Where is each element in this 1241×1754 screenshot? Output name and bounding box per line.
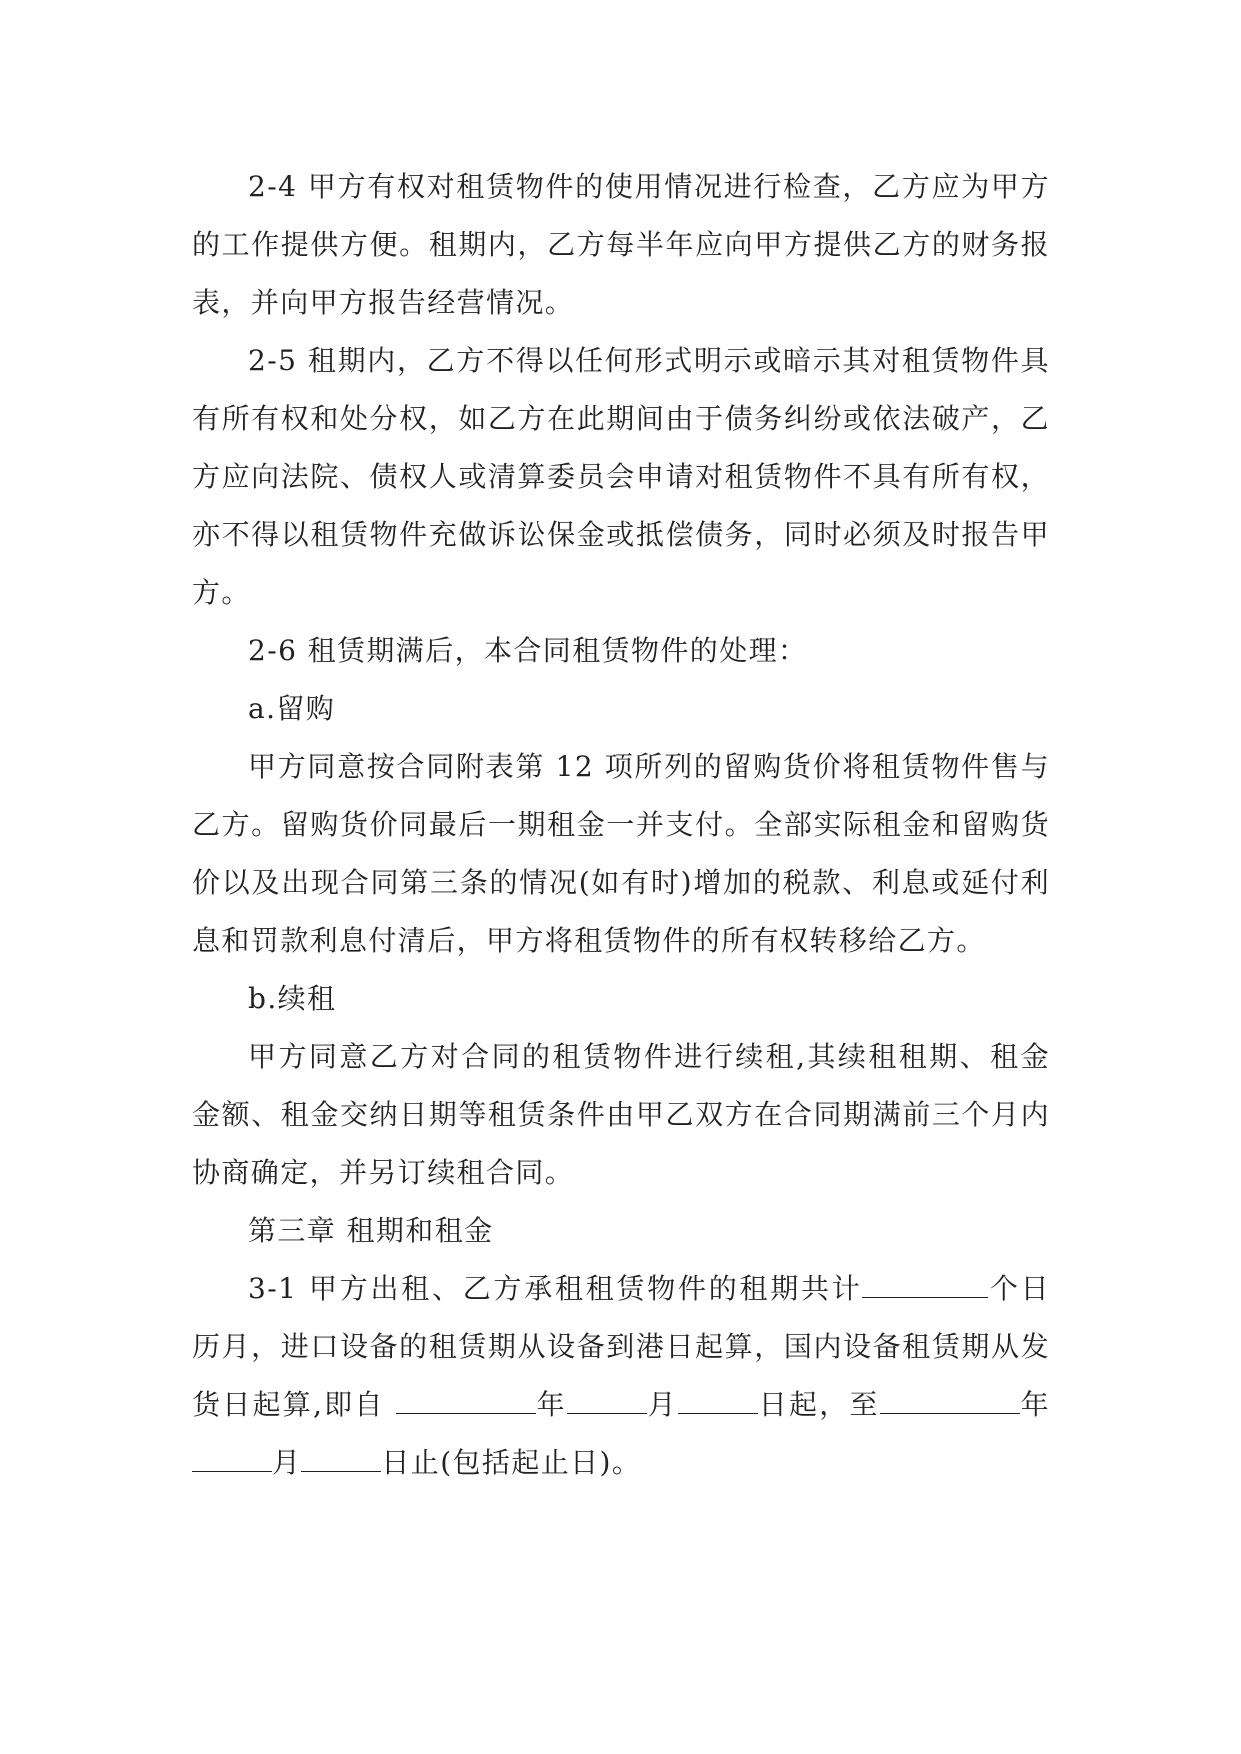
end-day-label: 日止(包括起止日)。 xyxy=(381,1446,642,1479)
start-year-label: 年 xyxy=(535,1388,567,1421)
clause-3-1-part2: 个日历月，进口设备的租赁期从设备到港日起算，国内设备租赁期从发货日起算,即自 xyxy=(192,1272,1050,1421)
end-year-label: 年 xyxy=(1019,1388,1050,1421)
start-month-label: 月 xyxy=(646,1388,678,1421)
start-day-blank[interactable] xyxy=(678,1383,758,1414)
clause-3-1-part1: 3-1 甲方出租、乙方承租租赁物件的租期共计 xyxy=(248,1272,863,1305)
lease-months-blank[interactable] xyxy=(862,1267,988,1298)
start-day-label: 日起，至 xyxy=(757,1388,880,1421)
start-year-blank[interactable] xyxy=(396,1383,536,1414)
end-month-blank[interactable] xyxy=(192,1441,272,1472)
clause-3-1 xyxy=(192,1260,1050,1492)
clause-2-5: 2-5 租期内，乙方不得以任何形式明示或暗示其对租赁物件具有所有权和处分权，如乙方在此期间由于债务纠纷或依法破产，乙方应向法院、债权人或清算委员会申请对租赁物件不具有所有权，亦不得以租赁物件充做诉讼保金或抵偿债务，同时必须及时报告甲方。 xyxy=(192,344,1050,609)
clause-2-6: 2-6 租赁期满后，本合同租赁物件的处理： xyxy=(248,634,808,667)
option-a-body: 甲方同意按合同附表第 12 项所列的留购货价将租赁物件售与乙方。留购货价同最后一期租金一并支付。全部实际租金和留购货价以及出现合同第三条的情况(如有时)增加的税款、利息或延付利息和罚款利息付清后，甲方将租赁物件的所有权转移给乙方。 xyxy=(192,750,1050,957)
option-b-heading: b.续租 xyxy=(248,982,337,1015)
option-a-heading: a.留购 xyxy=(248,692,336,725)
option-b-body: 甲方同意乙方对合同的租赁物件进行续租,其续租租期、租金金额、租金交纳日期等租赁条件由甲乙双方在合同期满前三个月内协商确定，并另订续租合同。 xyxy=(192,1040,1050,1189)
document-page xyxy=(192,158,1050,1492)
start-month-blank[interactable] xyxy=(567,1383,647,1414)
chapter-3-heading: 第三章 租期和租金 xyxy=(248,1214,494,1247)
clause-2-4: 2-4 甲方有权对租赁物件的使用情况进行检查，乙方应为甲方的工作提供方便。租期内，乙方每半年应向甲方提供乙方的财务报表，并向甲方报告经营情况。 xyxy=(192,170,1050,319)
end-day-blank[interactable] xyxy=(301,1441,381,1472)
end-month-label: 月 xyxy=(272,1446,302,1479)
end-year-blank[interactable] xyxy=(880,1383,1020,1414)
